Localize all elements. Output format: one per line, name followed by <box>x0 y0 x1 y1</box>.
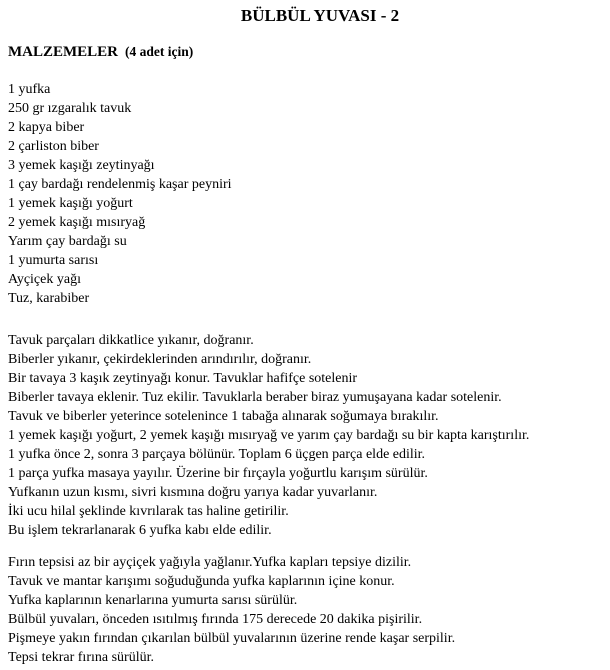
instruction-line: Bir tavaya 3 kaşık zeytinyağı konur. Tavuklar hafifçe sotelenir <box>8 371 358 386</box>
instruction-line: 1 parça yufka masaya yayılır. Üzerine bir fırçayla yoğurtlu karışım sürülür. <box>8 466 428 481</box>
instructions-part2 <box>8 553 455 667</box>
ingredients-heading <box>8 43 193 61</box>
instruction-line: Pişmeye yakın fırından çıkarılan bülbül yuvalarının üzerine rende kaşar serpilir. <box>8 631 456 646</box>
instruction-line: Fırın tepsisi az bir ayçiçek yağıyla yağlanır.Yufka kapları tepsiye dizilir. <box>8 555 412 570</box>
ingredient-item: Yarım çay bardağı su <box>8 234 127 249</box>
ingredient-item: 1 yemek kaşığı yoğurt <box>8 196 133 211</box>
servings-note: (4 adet için) <box>125 44 194 59</box>
instruction-line: Yufka kaplarının kenarlarına yumurta sarısı sürülür. <box>8 593 298 608</box>
ingredient-item: 3 yemek kaşığı zeytinyağı <box>8 158 155 173</box>
instruction-line: Tavuk ve mantar karışımı soğuduğunda yufka kaplarının içine konur. <box>8 574 395 589</box>
ingredient-item: 1 çay bardağı rendelenmiş kaşar peyniri <box>8 177 232 192</box>
ingredient-item: 2 yemek kaşığı mısıryağ <box>8 215 146 230</box>
instructions-part1 <box>8 331 529 540</box>
section-heading: MALZEMELER <box>8 44 119 60</box>
ingredient-item: 1 yumurta sarısı <box>8 253 99 268</box>
ingredient-item: Tuz, karabiber <box>8 291 90 306</box>
ingredient-item: Ayçiçek yağı <box>8 272 81 287</box>
instruction-line: Yufkanın uzun kısmı, sivri kısmına doğru yarıya kadar yuvarlanır. <box>8 485 378 500</box>
instruction-line: 1 yemek kaşığı yoğurt, 2 yemek kaşığı mısıryağ ve yarım çay bardağı su bir kapta karıştırılır. <box>8 428 530 443</box>
recipe-title: BÜLBÜL YUVASI - 2 <box>240 6 400 25</box>
ingredient-item: 1 yufka <box>8 82 51 97</box>
instruction-line: Biberler tavaya eklenir. Tuz ekilir. Tavuklarla beraber biraz yumuşayana kadar sotelenir. <box>8 390 502 405</box>
instruction-line: Tavuk ve biberler yeterince sotelenince 1 tabağa alınarak soğumaya bırakılır. <box>8 409 439 424</box>
ingredients-list <box>8 80 232 308</box>
instruction-line: Tavuk parçaları dikkatlice yıkanır, doğranır. <box>8 333 254 348</box>
ingredient-item: 2 kapya biber <box>8 120 85 135</box>
ingredient-item: 250 gr ızgaralık tavuk <box>8 101 132 116</box>
instruction-line: Bu işlem tekrarlanarak 6 yufka kabı elde edilir. <box>8 523 272 538</box>
ingredient-item: 2 çarliston biber <box>8 139 99 154</box>
instruction-line: 1 yufka önce 2, sonra 3 parçaya bölünür. Toplam 6 üçgen parça elde edilir. <box>8 447 426 462</box>
instruction-line: Bülbül yuvaları, önceden ısıtılmış fırında 175 derecede 20 dakika pişirilir. <box>8 612 423 627</box>
instruction-line: Tepsi tekrar fırına sürülür. <box>8 650 154 665</box>
instruction-line: İki ucu hilal şeklinde kıvrılarak tas haline getirilir. <box>8 504 289 519</box>
instruction-line: Biberler yıkanır, çekirdeklerinden arındırılır, doğranır. <box>8 352 312 367</box>
